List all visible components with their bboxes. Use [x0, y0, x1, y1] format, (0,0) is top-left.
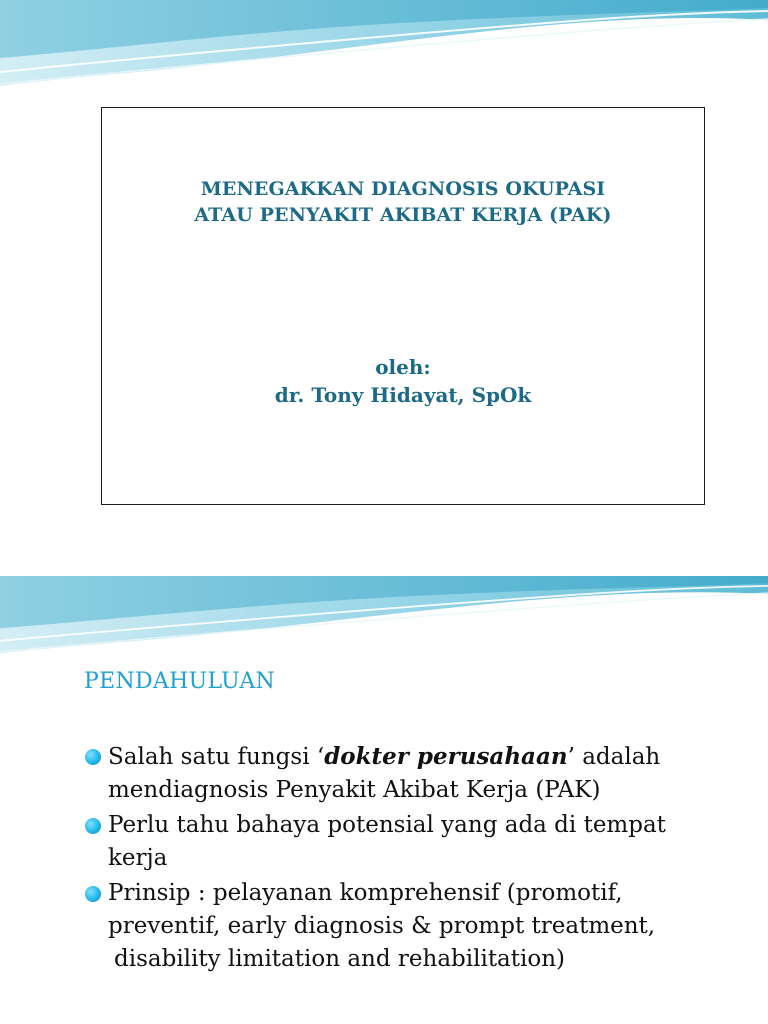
- bullet-line: Perlu tahu bahaya potensial yang ada di tempat: [108, 812, 666, 838]
- bullet-icon: [85, 886, 101, 902]
- bullet-item: [84, 740, 754, 807]
- bullet-text: Salah satu fungsi ‘: [108, 744, 325, 770]
- author-block: [102, 353, 704, 409]
- bullet-emphasis: dokter perusahaan: [324, 743, 568, 770]
- bullet-icon: [85, 818, 101, 834]
- bullet-item: [84, 877, 754, 976]
- wave-decoration: [0, 576, 768, 666]
- author-name: dr. Tony Hidayat, SpOk: [274, 383, 532, 407]
- bullet-line: kerja: [108, 845, 168, 871]
- bullet-list: [84, 740, 754, 978]
- author-label: oleh:: [375, 355, 431, 379]
- bullet-line: mendiagnosis Penyakit Akibat Kerja (PAK): [108, 777, 601, 803]
- bullet-line: Prinsip : pelayanan komprehensif (promotif,: [108, 880, 623, 906]
- slide-introduction: [0, 512, 768, 1024]
- bullet-line: [108, 740, 754, 774]
- bullet-line: preventif, early diagnosis & prompt treatment,: [108, 913, 656, 939]
- title-block: [102, 176, 704, 228]
- bullet-item: [84, 809, 754, 875]
- bullet-icon: [85, 749, 101, 765]
- title-box: [101, 107, 705, 505]
- bullet-line: disability limitation and rehabilitation): [114, 946, 566, 972]
- title-line-1: MENEGAKKAN DIAGNOSIS OKUPASI: [200, 178, 606, 200]
- section-heading: PENDAHULUAN: [84, 669, 276, 694]
- wave-decoration: [0, 0, 768, 100]
- bullet-text: ’ adalah: [567, 744, 661, 770]
- title-line-2: ATAU PENYAKIT AKIBAT KERJA (PAK): [194, 204, 612, 226]
